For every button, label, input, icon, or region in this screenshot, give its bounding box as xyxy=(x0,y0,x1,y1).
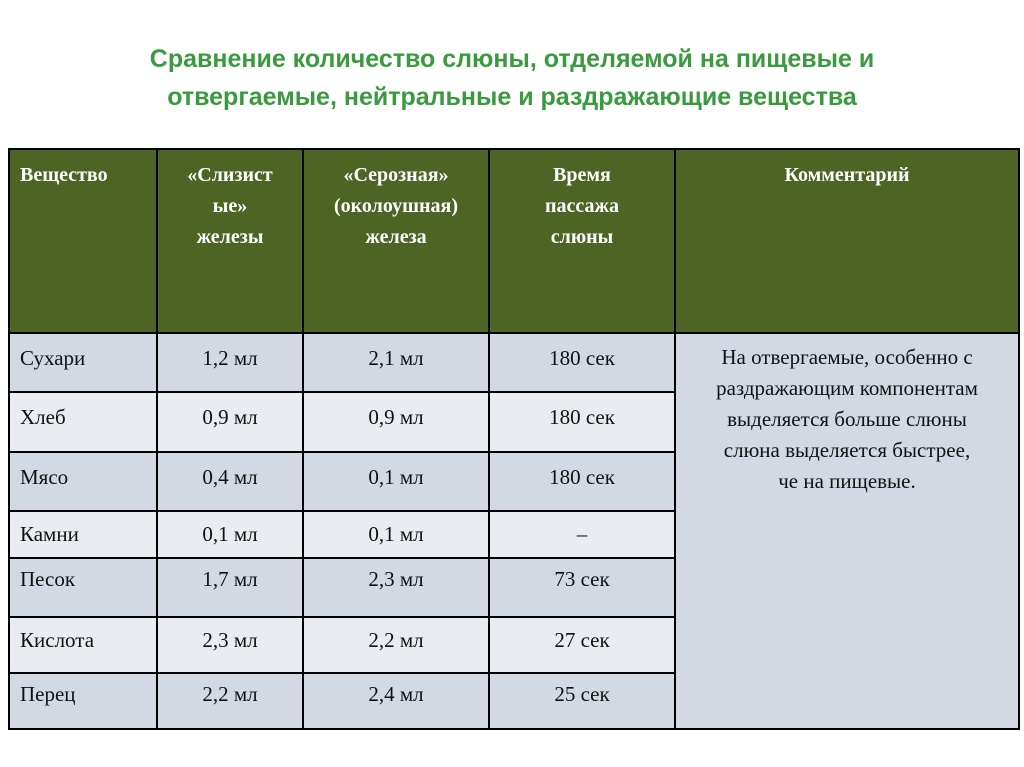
header-saliva-time: Время пассажа слюны xyxy=(489,149,675,333)
cell-mucous: 0,4 мл xyxy=(157,452,303,511)
slide-title xyxy=(0,40,1024,116)
cell-serous: 0,1 мл xyxy=(303,452,489,511)
cell-time: 180 сек xyxy=(489,333,675,392)
table-header-row xyxy=(9,149,1019,333)
header-serous-gland: «Серозная» (околоушная) железа xyxy=(303,149,489,333)
saliva-comparison-table xyxy=(8,148,1020,730)
cell-time: 25 сек xyxy=(489,673,675,729)
cell-serous: 0,9 мл xyxy=(303,392,489,452)
cell-time: 180 сек xyxy=(489,392,675,452)
cell-mucous: 2,2 мл xyxy=(157,673,303,729)
cell-serous: 0,1 мл xyxy=(303,511,489,558)
cell-comment xyxy=(675,333,1019,729)
header-substance: Вещество xyxy=(9,149,157,333)
cell-serous: 2,1 мл xyxy=(303,333,489,392)
cell-substance: Кислота xyxy=(9,617,157,673)
cell-substance: Сухари xyxy=(9,333,157,392)
cell-mucous: 1,2 мл xyxy=(157,333,303,392)
header-comment: Комментарий xyxy=(675,149,1019,333)
cell-serous: 2,2 мл xyxy=(303,617,489,673)
cell-mucous: 0,9 мл xyxy=(157,392,303,452)
cell-time: 180 сек xyxy=(489,452,675,511)
comment-line: че на пищевые. xyxy=(778,469,916,493)
cell-time: 27 сек xyxy=(489,617,675,673)
cell-substance: Камни xyxy=(9,511,157,558)
comment-line: На отвергаемые, особенно с xyxy=(721,345,973,369)
cell-time: – xyxy=(489,511,675,558)
cell-substance: Хлеб xyxy=(9,392,157,452)
cell-time: 73 сек xyxy=(489,558,675,617)
cell-substance: Перец xyxy=(9,673,157,729)
comment-line: выделяется больше слюны xyxy=(727,407,967,431)
comment-line: раздражающим компонентам xyxy=(716,376,978,400)
cell-mucous: 1,7 мл xyxy=(157,558,303,617)
slide-title-line-2: отвергаемые, нейтральные и раздражающие вещества xyxy=(167,83,857,111)
cell-mucous: 0,1 мл xyxy=(157,511,303,558)
header-mucous-glands: «Слизист ые» железы xyxy=(157,149,303,333)
cell-serous: 2,3 мл xyxy=(303,558,489,617)
cell-substance: Песок xyxy=(9,558,157,617)
slide-title-line-1: Сравнение количество слюны, отделяемой на пищевые и xyxy=(149,45,875,73)
table-row xyxy=(9,333,1019,392)
cell-mucous: 2,3 мл xyxy=(157,617,303,673)
cell-substance: Мясо xyxy=(9,452,157,511)
cell-serous: 2,4 мл xyxy=(303,673,489,729)
comment-line: слюна выделяется быстрее, xyxy=(723,438,971,462)
